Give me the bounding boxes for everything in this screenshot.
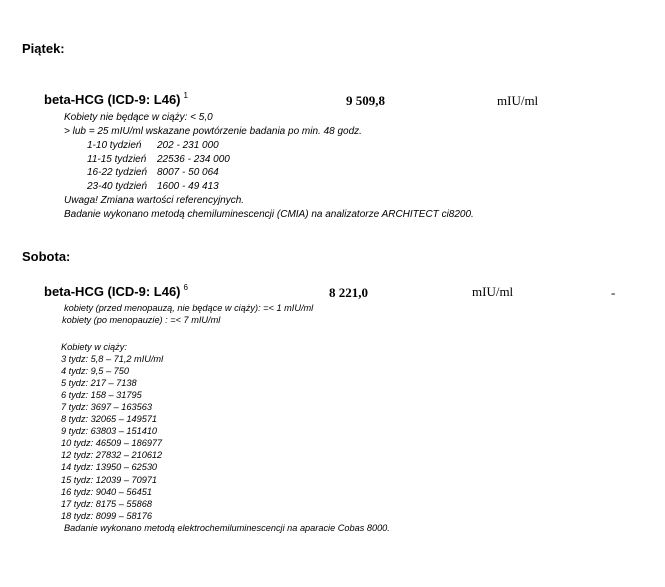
week-row: 6 tydz: 158 – 31795 (61, 390, 142, 401)
week-row: 8 tydz: 32065 – 149571 (61, 414, 158, 425)
week-row: 14 tydz: 13950 – 62530 (61, 462, 158, 473)
note-line: Badanie wykonano metodą chemiluminescencji (CMIA) na analizatorze ARCHITECT ci8200. (64, 208, 474, 220)
note-line: Uwaga! Zmiana wartości referencyjnych. (64, 195, 245, 206)
result-unit-saturday: mIU/ml (472, 284, 514, 299)
range-row: 23-40 tydzień 1600 - 49 413 (87, 180, 219, 192)
footer-note-saturday: Badanie wykonano metodą elektrochemiluminescencji na aparacie Cobas 8000. (64, 522, 390, 533)
result-value-friday: 9 509,8 (346, 93, 385, 108)
note-line: > lub = 25 mIU/ml wskazane powtórzenie badania po min. 48 godz. (64, 125, 362, 137)
range-row: 16-22 tydzień 8007 - 50 064 (87, 167, 219, 179)
week-row: 15 tydz: 12039 – 70971 (61, 474, 158, 485)
day-label-saturday: Sobota: (22, 249, 71, 264)
week-row: 17 tydz: 8175 – 55868 (61, 498, 152, 509)
pregnancy-ranges-friday (87, 139, 230, 193)
week-row: 10 tydz: 46509 – 186977 (61, 438, 163, 449)
day-label-friday: Piątek: (22, 41, 65, 56)
week-row: 16 tydz: 9040 – 56451 (61, 486, 152, 497)
week-row: 18 tydz: 8099 – 58176 (61, 510, 152, 521)
range-row: 1-10 tydzień 202 - 231 000 (87, 140, 219, 151)
reference-notes-friday (64, 111, 362, 138)
result-unit-friday: mIU/ml (497, 93, 539, 108)
result-value-saturday: 8 221,0 (329, 285, 368, 300)
week-row: 4 tydz: 9,5 – 750 (61, 366, 129, 377)
week-row: 5 tydz: 217 – 7138 (61, 378, 137, 389)
footnote-marker: 6 (183, 283, 188, 292)
note-line: Kobiety nie będące w ciąży: < 5,0 (64, 112, 213, 123)
pregnancy-weeks-saturday (61, 341, 390, 534)
week-row: 12 tydz: 27832 – 210612 (61, 450, 163, 461)
range-row: 11-15 tydzień 22536 - 234 000 (87, 153, 230, 165)
reference-women-saturday (62, 302, 313, 326)
test-name-friday: beta-HCG (ICD-9: L46) $^1$ (44, 91, 188, 107)
test-name-saturday: beta-HCG (ICD-9: L46) $^6$ (44, 283, 188, 299)
note-line: kobiety (po menopauzie) : =< 7 mIU/ml (62, 315, 221, 326)
week-row: 9 tydz: 63803 – 151410 (61, 426, 158, 437)
footer-notes-friday (64, 194, 474, 221)
week-row: 3 tydz: 5,8 – 71,2 mIU/ml (61, 354, 164, 365)
result-dash-saturday: - (611, 285, 616, 300)
pregnant-heading: Kobiety w ciąży: (61, 342, 127, 352)
footnote-marker: 1 (183, 91, 188, 100)
week-row: 7 tydz: 3697 – 163563 (61, 402, 152, 413)
note-line: kobiety (przed menopauzą, nie będące w ciąży): =< 1 mIU/ml (64, 303, 314, 313)
